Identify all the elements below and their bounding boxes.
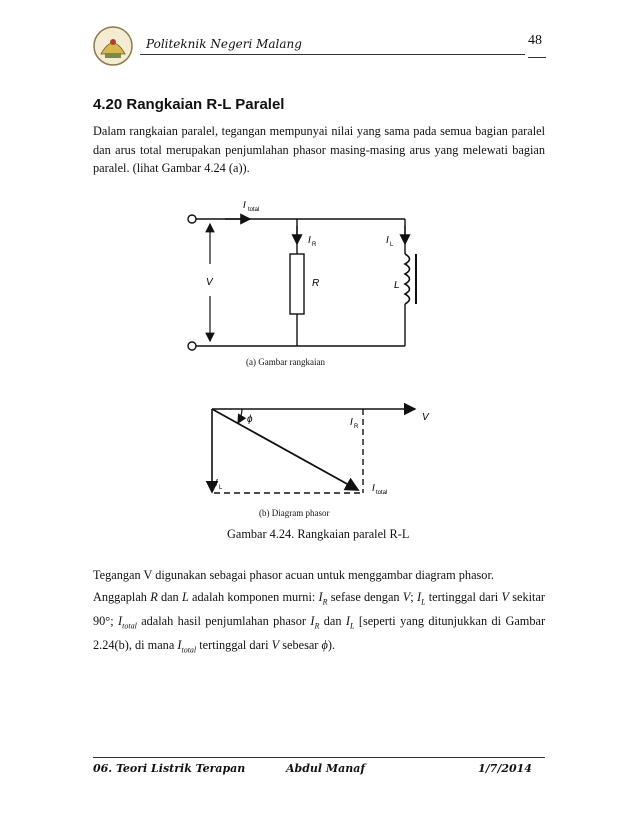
caption-b: (b) Diagram phasor (259, 508, 330, 518)
caption-a: (a) Gambar rangkaian (246, 357, 325, 367)
label-phasor-i-r-sub: R (354, 424, 359, 430)
label-phasor-i-total-sub: total (376, 490, 388, 496)
label-i-r: I (308, 235, 311, 246)
label-phasor-i-total: I (372, 483, 375, 494)
page-number: 48 (528, 33, 542, 48)
label-i-r-sub: R (312, 242, 317, 248)
paragraph-phasor-explanation: Anggaplah R dan L adalah komponen murni: $I_R$ sefase dengan V; $I_L$ tertinggal dari V sekitar 90°; $I_{total}$ adalah hasil penjumlahan phasor $I_R$ dan $I_L$ [seperti yang ditunjukkan di Gambar 2.24(b), di mana $I_{total}$ tertinggal dari V sebesar ϕ). (93, 590, 546, 655)
label-phasor-v: V (422, 412, 429, 423)
paragraph-reference-phasor: Tegangan V digunakan sebagai phasor acuan untuk menggambar diagram phasor. (93, 568, 494, 582)
section-title: 4.20 Rangkaian R-L Paralel (93, 96, 285, 113)
footer-author: Abdul Manaf (286, 762, 366, 775)
label-i-total-sub: total (248, 207, 260, 213)
label-i-l: I (386, 235, 389, 246)
phasor-diagram (200, 398, 440, 506)
circuit-diagram (180, 196, 420, 358)
label-i-total: I (243, 200, 246, 211)
intro-paragraph: Dalam rangkaian paralel, tegangan mempunyai nilai yang sama pada semua bagian paralel dan arus total merupakan penjumlahan phasor masing-masing arus yang melewati bagian paralel. (lihat Gambar 4.24 (a)). (93, 124, 545, 175)
label-phasor-i-l-sub: L (219, 485, 223, 491)
label-i-l-sub: L (390, 242, 394, 248)
institution-logo (92, 24, 134, 68)
label-phasor-i-r: I (350, 417, 353, 428)
header-rule (140, 54, 525, 55)
footer-course: 06. Teori Listrik Terapan (93, 762, 246, 775)
label-l: L (394, 280, 400, 291)
label-phi: ϕ (247, 414, 253, 425)
header-institution: Politeknik Negeri Malang (146, 37, 302, 51)
figure-caption: Gambar 4.24. Rangkaian paralel R-L (227, 527, 410, 541)
page-number-rule (528, 57, 546, 58)
label-r: R (312, 278, 320, 289)
footer-date: 1/7/2014 (478, 762, 532, 775)
footer-rule (93, 757, 545, 758)
label-phasor-i-l: I (215, 478, 218, 489)
label-v: V (206, 277, 213, 288)
